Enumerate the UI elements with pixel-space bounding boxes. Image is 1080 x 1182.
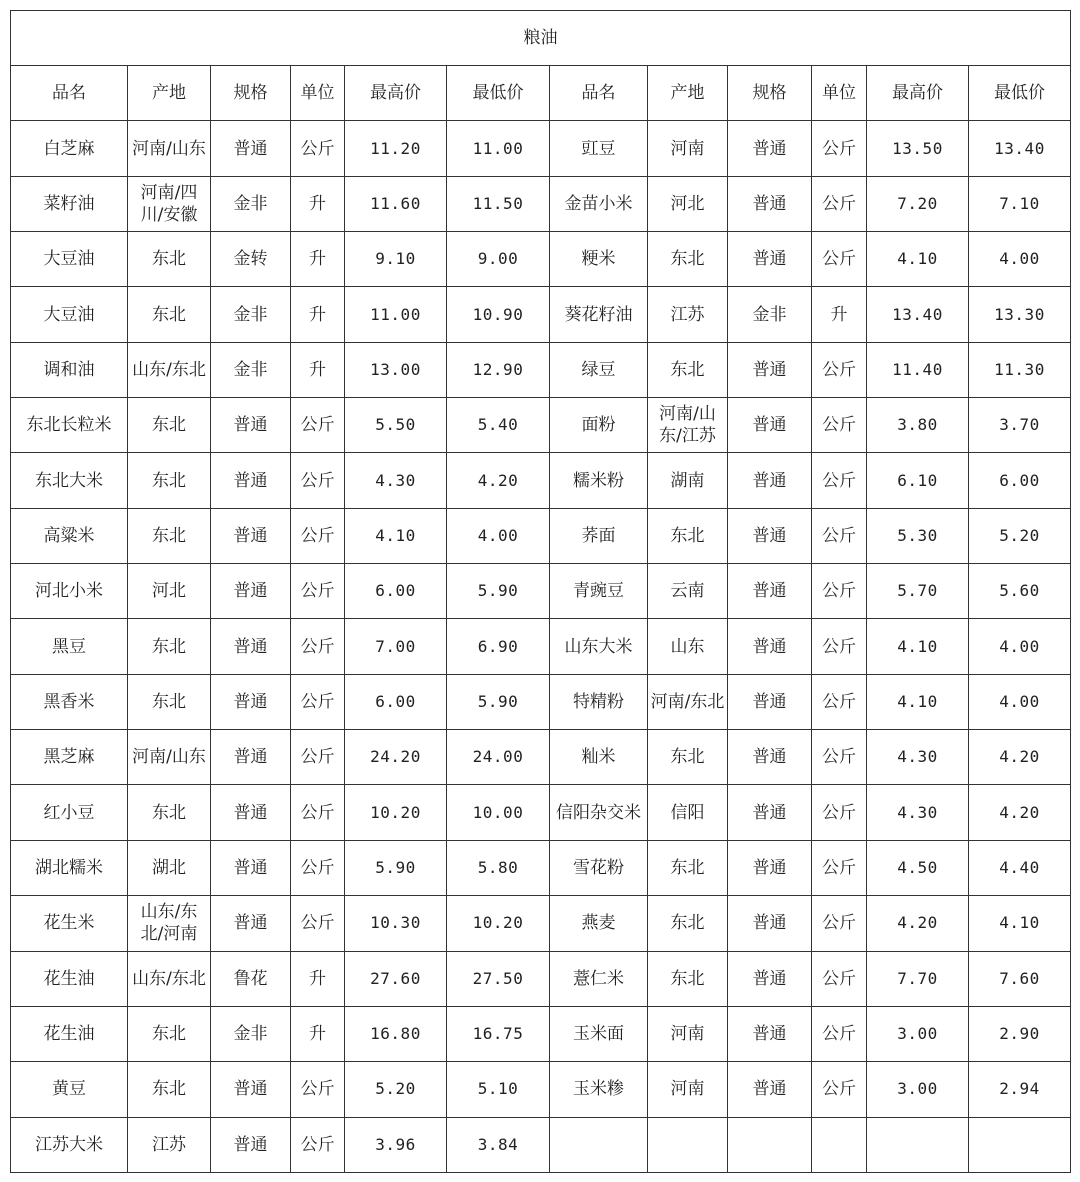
cell-max-price: 10.30 xyxy=(345,896,447,951)
cell-unit: 公斤 xyxy=(812,730,867,785)
cell-origin: 东北 xyxy=(128,508,211,563)
cell-max-price: 6.10 xyxy=(867,453,969,508)
cell-min-price: 13.30 xyxy=(969,287,1071,342)
cell-origin: 东北 xyxy=(128,232,211,287)
cell-max-price: 3.96 xyxy=(345,1117,447,1172)
cell-name: 黄豆 xyxy=(11,1062,128,1117)
cell-spec: 普通 xyxy=(211,730,291,785)
cell-unit: 公斤 xyxy=(812,1062,867,1117)
cell-name: 葵花籽油 xyxy=(550,287,648,342)
table-row xyxy=(11,398,1071,453)
cell-unit: 公斤 xyxy=(291,1117,345,1172)
cell-unit: 公斤 xyxy=(812,564,867,619)
cell-origin: 东北 xyxy=(128,398,211,453)
cell-min-price: 4.00 xyxy=(447,508,550,563)
cell-spec: 普通 xyxy=(211,121,291,176)
cell-min-price: 5.80 xyxy=(447,840,550,895)
cell-origin: 河北 xyxy=(648,176,728,231)
cell-name: 特精粉 xyxy=(550,674,648,729)
cell-unit xyxy=(812,1117,867,1172)
cell-max-price: 7.70 xyxy=(867,951,969,1006)
cell-spec: 普通 xyxy=(211,674,291,729)
cell-spec: 金非 xyxy=(211,1006,291,1061)
cell-unit: 公斤 xyxy=(291,785,345,840)
cell-unit: 公斤 xyxy=(291,453,345,508)
cell-max-price: 3.00 xyxy=(867,1006,969,1061)
cell-max-price: 9.10 xyxy=(345,232,447,287)
cell-unit: 公斤 xyxy=(812,121,867,176)
cell-max-price: 4.50 xyxy=(867,840,969,895)
cell-unit: 升 xyxy=(291,342,345,397)
cell-origin: 东北 xyxy=(128,453,211,508)
cell-spec: 普通 xyxy=(728,508,812,563)
price-table xyxy=(10,10,1071,1173)
cell-unit: 公斤 xyxy=(291,674,345,729)
table-row xyxy=(11,453,1071,508)
cell-min-price: 11.50 xyxy=(447,176,550,231)
cell-name: 面粉 xyxy=(550,398,648,453)
cell-origin: 湖南 xyxy=(648,453,728,508)
cell-unit: 公斤 xyxy=(812,896,867,951)
table-row xyxy=(11,674,1071,729)
cell-min-price: 5.40 xyxy=(447,398,550,453)
cell-max-price: 7.20 xyxy=(867,176,969,231)
cell-spec: 普通 xyxy=(728,951,812,1006)
cell-max-price: 13.40 xyxy=(867,287,969,342)
cell-name: 调和油 xyxy=(11,342,128,397)
header-name: 品名 xyxy=(550,66,648,121)
cell-unit: 公斤 xyxy=(812,342,867,397)
cell-origin: 东北 xyxy=(128,785,211,840)
cell-min-price: 3.84 xyxy=(447,1117,550,1172)
cell-name: 东北长粒米 xyxy=(11,398,128,453)
header-origin: 产地 xyxy=(648,66,728,121)
cell-origin: 河南 xyxy=(648,1006,728,1061)
cell-min-price: 4.00 xyxy=(969,232,1071,287)
cell-origin: 河南/山东 xyxy=(128,730,211,785)
cell-spec: 普通 xyxy=(211,1062,291,1117)
cell-unit: 公斤 xyxy=(812,398,867,453)
cell-name: 玉米面 xyxy=(550,1006,648,1061)
cell-unit: 升 xyxy=(291,176,345,231)
cell-origin: 东北 xyxy=(648,730,728,785)
cell-min-price: 10.20 xyxy=(447,896,550,951)
cell-unit: 公斤 xyxy=(812,951,867,1006)
cell-name: 高粱米 xyxy=(11,508,128,563)
cell-max-price: 4.30 xyxy=(345,453,447,508)
cell-max-price: 11.20 xyxy=(345,121,447,176)
cell-max-price: 16.80 xyxy=(345,1006,447,1061)
cell-min-price: 5.90 xyxy=(447,564,550,619)
cell-unit: 公斤 xyxy=(812,453,867,508)
cell-unit: 升 xyxy=(291,232,345,287)
cell-max-price: 4.20 xyxy=(867,896,969,951)
cell-max-price: 5.50 xyxy=(345,398,447,453)
cell-spec: 普通 xyxy=(211,564,291,619)
cell-spec: 普通 xyxy=(211,398,291,453)
cell-max-price: 6.00 xyxy=(345,674,447,729)
cell-spec: 普通 xyxy=(211,453,291,508)
cell-spec: 普通 xyxy=(728,619,812,674)
cell-max-price: 4.10 xyxy=(867,232,969,287)
header-spec: 规格 xyxy=(211,66,291,121)
cell-min-price: 5.20 xyxy=(969,508,1071,563)
cell-min-price: 27.50 xyxy=(447,951,550,1006)
cell-name: 红小豆 xyxy=(11,785,128,840)
cell-max-price: 4.10 xyxy=(867,619,969,674)
cell-name xyxy=(550,1117,648,1172)
cell-max-price: 13.00 xyxy=(345,342,447,397)
cell-spec: 金非 xyxy=(728,287,812,342)
cell-min-price: 4.00 xyxy=(969,619,1071,674)
table-row xyxy=(11,232,1071,287)
cell-name: 薏仁米 xyxy=(550,951,648,1006)
cell-unit: 公斤 xyxy=(812,840,867,895)
cell-max-price: 6.00 xyxy=(345,564,447,619)
cell-spec: 金转 xyxy=(211,232,291,287)
cell-max-price: 5.90 xyxy=(345,840,447,895)
cell-min-price: 5.90 xyxy=(447,674,550,729)
cell-unit: 公斤 xyxy=(291,508,345,563)
header-min-price: 最低价 xyxy=(447,66,550,121)
cell-unit: 公斤 xyxy=(812,1006,867,1061)
cell-min-price: 4.20 xyxy=(447,453,550,508)
cell-min-price xyxy=(969,1117,1071,1172)
cell-unit: 公斤 xyxy=(812,232,867,287)
cell-max-price: 11.60 xyxy=(345,176,447,231)
cell-min-price: 5.60 xyxy=(969,564,1071,619)
cell-max-price: 5.30 xyxy=(867,508,969,563)
cell-name: 金苗小米 xyxy=(550,176,648,231)
cell-name: 籼米 xyxy=(550,730,648,785)
cell-origin: 江苏 xyxy=(128,1117,211,1172)
cell-min-price: 7.60 xyxy=(969,951,1071,1006)
cell-origin: 东北 xyxy=(648,232,728,287)
cell-spec: 普通 xyxy=(728,730,812,785)
cell-name: 山东大米 xyxy=(550,619,648,674)
cell-spec: 普通 xyxy=(211,896,291,951)
header-max-price: 最高价 xyxy=(867,66,969,121)
header-max-price: 最高价 xyxy=(345,66,447,121)
cell-unit: 升 xyxy=(291,951,345,1006)
cell-min-price: 24.00 xyxy=(447,730,550,785)
table-row xyxy=(11,619,1071,674)
cell-max-price: 11.00 xyxy=(345,287,447,342)
cell-max-price: 27.60 xyxy=(345,951,447,1006)
cell-unit: 升 xyxy=(291,1006,345,1061)
cell-origin: 河北 xyxy=(128,564,211,619)
table-row xyxy=(11,1062,1071,1117)
cell-name: 绿豆 xyxy=(550,342,648,397)
cell-name: 白芝麻 xyxy=(11,121,128,176)
cell-origin: 河南 xyxy=(648,1062,728,1117)
cell-origin: 河南/东北 xyxy=(648,674,728,729)
cell-name: 花生油 xyxy=(11,951,128,1006)
cell-spec: 普通 xyxy=(728,121,812,176)
cell-max-price: 13.50 xyxy=(867,121,969,176)
cell-name: 玉米糁 xyxy=(550,1062,648,1117)
table-title: 粮油 xyxy=(11,11,1071,66)
cell-max-price xyxy=(867,1117,969,1172)
cell-name: 糯米粉 xyxy=(550,453,648,508)
cell-spec: 普通 xyxy=(728,398,812,453)
header-unit: 单位 xyxy=(291,66,345,121)
cell-origin: 山东/东北/河南 xyxy=(128,896,211,951)
table-row xyxy=(11,730,1071,785)
cell-min-price: 4.20 xyxy=(969,785,1071,840)
cell-origin: 山东/东北 xyxy=(128,951,211,1006)
cell-min-price: 11.00 xyxy=(447,121,550,176)
cell-max-price: 7.00 xyxy=(345,619,447,674)
cell-name: 大豆油 xyxy=(11,232,128,287)
table-row xyxy=(11,951,1071,1006)
cell-spec: 普通 xyxy=(211,840,291,895)
cell-origin: 湖北 xyxy=(128,840,211,895)
cell-spec: 普通 xyxy=(728,674,812,729)
cell-max-price: 5.20 xyxy=(345,1062,447,1117)
cell-origin: 东北 xyxy=(648,951,728,1006)
table-row xyxy=(11,564,1071,619)
table-row xyxy=(11,896,1071,951)
cell-spec: 普通 xyxy=(728,564,812,619)
cell-name: 雪花粉 xyxy=(550,840,648,895)
cell-name: 信阳杂交米 xyxy=(550,785,648,840)
cell-origin: 东北 xyxy=(128,674,211,729)
header-row xyxy=(11,66,1071,121)
cell-min-price: 2.94 xyxy=(969,1062,1071,1117)
cell-unit: 升 xyxy=(812,287,867,342)
cell-origin: 河南/四川/安徽 xyxy=(128,176,211,231)
cell-max-price: 3.00 xyxy=(867,1062,969,1117)
cell-unit: 公斤 xyxy=(291,840,345,895)
cell-unit: 公斤 xyxy=(812,619,867,674)
cell-name: 河北小米 xyxy=(11,564,128,619)
cell-name: 花生油 xyxy=(11,1006,128,1061)
cell-origin: 东北 xyxy=(648,508,728,563)
table-row xyxy=(11,508,1071,563)
cell-origin: 信阳 xyxy=(648,785,728,840)
cell-min-price: 4.10 xyxy=(969,896,1071,951)
cell-name: 东北大米 xyxy=(11,453,128,508)
cell-min-price: 11.30 xyxy=(969,342,1071,397)
cell-max-price: 4.30 xyxy=(867,785,969,840)
cell-unit: 公斤 xyxy=(291,896,345,951)
cell-spec: 普通 xyxy=(728,176,812,231)
cell-max-price: 24.20 xyxy=(345,730,447,785)
cell-origin: 东北 xyxy=(648,840,728,895)
cell-min-price: 9.00 xyxy=(447,232,550,287)
table-row xyxy=(11,176,1071,231)
cell-unit: 公斤 xyxy=(291,398,345,453)
cell-unit: 公斤 xyxy=(291,121,345,176)
header-spec: 规格 xyxy=(728,66,812,121)
cell-spec: 普通 xyxy=(728,840,812,895)
cell-min-price: 2.90 xyxy=(969,1006,1071,1061)
cell-max-price: 4.30 xyxy=(867,730,969,785)
cell-spec: 普通 xyxy=(211,1117,291,1172)
cell-name: 青豌豆 xyxy=(550,564,648,619)
cell-name: 粳米 xyxy=(550,232,648,287)
cell-min-price: 16.75 xyxy=(447,1006,550,1061)
cell-max-price: 10.20 xyxy=(345,785,447,840)
cell-name: 湖北糯米 xyxy=(11,840,128,895)
table-row xyxy=(11,785,1071,840)
cell-spec: 金非 xyxy=(211,287,291,342)
cell-origin: 东北 xyxy=(648,342,728,397)
cell-min-price: 5.10 xyxy=(447,1062,550,1117)
cell-unit: 公斤 xyxy=(291,619,345,674)
cell-origin: 东北 xyxy=(128,287,211,342)
cell-min-price: 10.00 xyxy=(447,785,550,840)
cell-spec: 普通 xyxy=(728,896,812,951)
cell-spec: 普通 xyxy=(728,785,812,840)
table-row xyxy=(11,840,1071,895)
cell-spec: 普通 xyxy=(211,785,291,840)
cell-spec: 金非 xyxy=(211,342,291,397)
cell-min-price: 12.90 xyxy=(447,342,550,397)
cell-origin: 河南/山东/江苏 xyxy=(648,398,728,453)
cell-min-price: 6.00 xyxy=(969,453,1071,508)
cell-origin: 山东/东北 xyxy=(128,342,211,397)
cell-name: 荞面 xyxy=(550,508,648,563)
cell-origin: 东北 xyxy=(648,896,728,951)
cell-name: 大豆油 xyxy=(11,287,128,342)
cell-min-price: 4.00 xyxy=(969,674,1071,729)
cell-origin: 山东 xyxy=(648,619,728,674)
cell-unit: 公斤 xyxy=(812,785,867,840)
cell-unit: 公斤 xyxy=(812,674,867,729)
cell-name: 豇豆 xyxy=(550,121,648,176)
cell-min-price: 4.40 xyxy=(969,840,1071,895)
cell-min-price: 4.20 xyxy=(969,730,1071,785)
cell-spec: 普通 xyxy=(211,619,291,674)
cell-max-price: 3.80 xyxy=(867,398,969,453)
cell-unit: 公斤 xyxy=(291,730,345,785)
header-min-price: 最低价 xyxy=(969,66,1071,121)
cell-name: 燕麦 xyxy=(550,896,648,951)
cell-min-price: 7.10 xyxy=(969,176,1071,231)
cell-spec: 鲁花 xyxy=(211,951,291,1006)
cell-spec: 普通 xyxy=(728,1062,812,1117)
table-row xyxy=(11,287,1071,342)
cell-origin: 东北 xyxy=(128,619,211,674)
cell-name: 黑芝麻 xyxy=(11,730,128,785)
cell-min-price: 13.40 xyxy=(969,121,1071,176)
cell-spec: 普通 xyxy=(728,453,812,508)
cell-unit: 公斤 xyxy=(291,564,345,619)
cell-origin xyxy=(648,1117,728,1172)
header-name: 品名 xyxy=(11,66,128,121)
cell-min-price: 10.90 xyxy=(447,287,550,342)
header-origin: 产地 xyxy=(128,66,211,121)
cell-name: 黑香米 xyxy=(11,674,128,729)
cell-spec: 普通 xyxy=(728,232,812,287)
table-row xyxy=(11,342,1071,397)
cell-unit: 公斤 xyxy=(812,508,867,563)
cell-unit: 公斤 xyxy=(291,1062,345,1117)
cell-spec xyxy=(728,1117,812,1172)
cell-unit: 公斤 xyxy=(812,176,867,231)
cell-origin: 东北 xyxy=(128,1006,211,1061)
cell-max-price: 11.40 xyxy=(867,342,969,397)
cell-name: 花生米 xyxy=(11,896,128,951)
cell-max-price: 5.70 xyxy=(867,564,969,619)
cell-min-price: 6.90 xyxy=(447,619,550,674)
cell-unit: 升 xyxy=(291,287,345,342)
cell-origin: 河南/山东 xyxy=(128,121,211,176)
cell-origin: 云南 xyxy=(648,564,728,619)
cell-origin: 东北 xyxy=(128,1062,211,1117)
cell-spec: 普通 xyxy=(728,342,812,397)
cell-max-price: 4.10 xyxy=(867,674,969,729)
table-row xyxy=(11,1117,1071,1172)
table-row xyxy=(11,121,1071,176)
header-unit: 单位 xyxy=(812,66,867,121)
cell-name: 菜籽油 xyxy=(11,176,128,231)
cell-name: 江苏大米 xyxy=(11,1117,128,1172)
cell-spec: 普通 xyxy=(728,1006,812,1061)
cell-spec: 普通 xyxy=(211,508,291,563)
cell-spec: 金非 xyxy=(211,176,291,231)
cell-max-price: 4.10 xyxy=(345,508,447,563)
cell-origin: 河南 xyxy=(648,121,728,176)
cell-origin: 江苏 xyxy=(648,287,728,342)
title-row xyxy=(11,11,1071,66)
cell-min-price: 3.70 xyxy=(969,398,1071,453)
cell-name: 黑豆 xyxy=(11,619,128,674)
table-row xyxy=(11,1006,1071,1061)
